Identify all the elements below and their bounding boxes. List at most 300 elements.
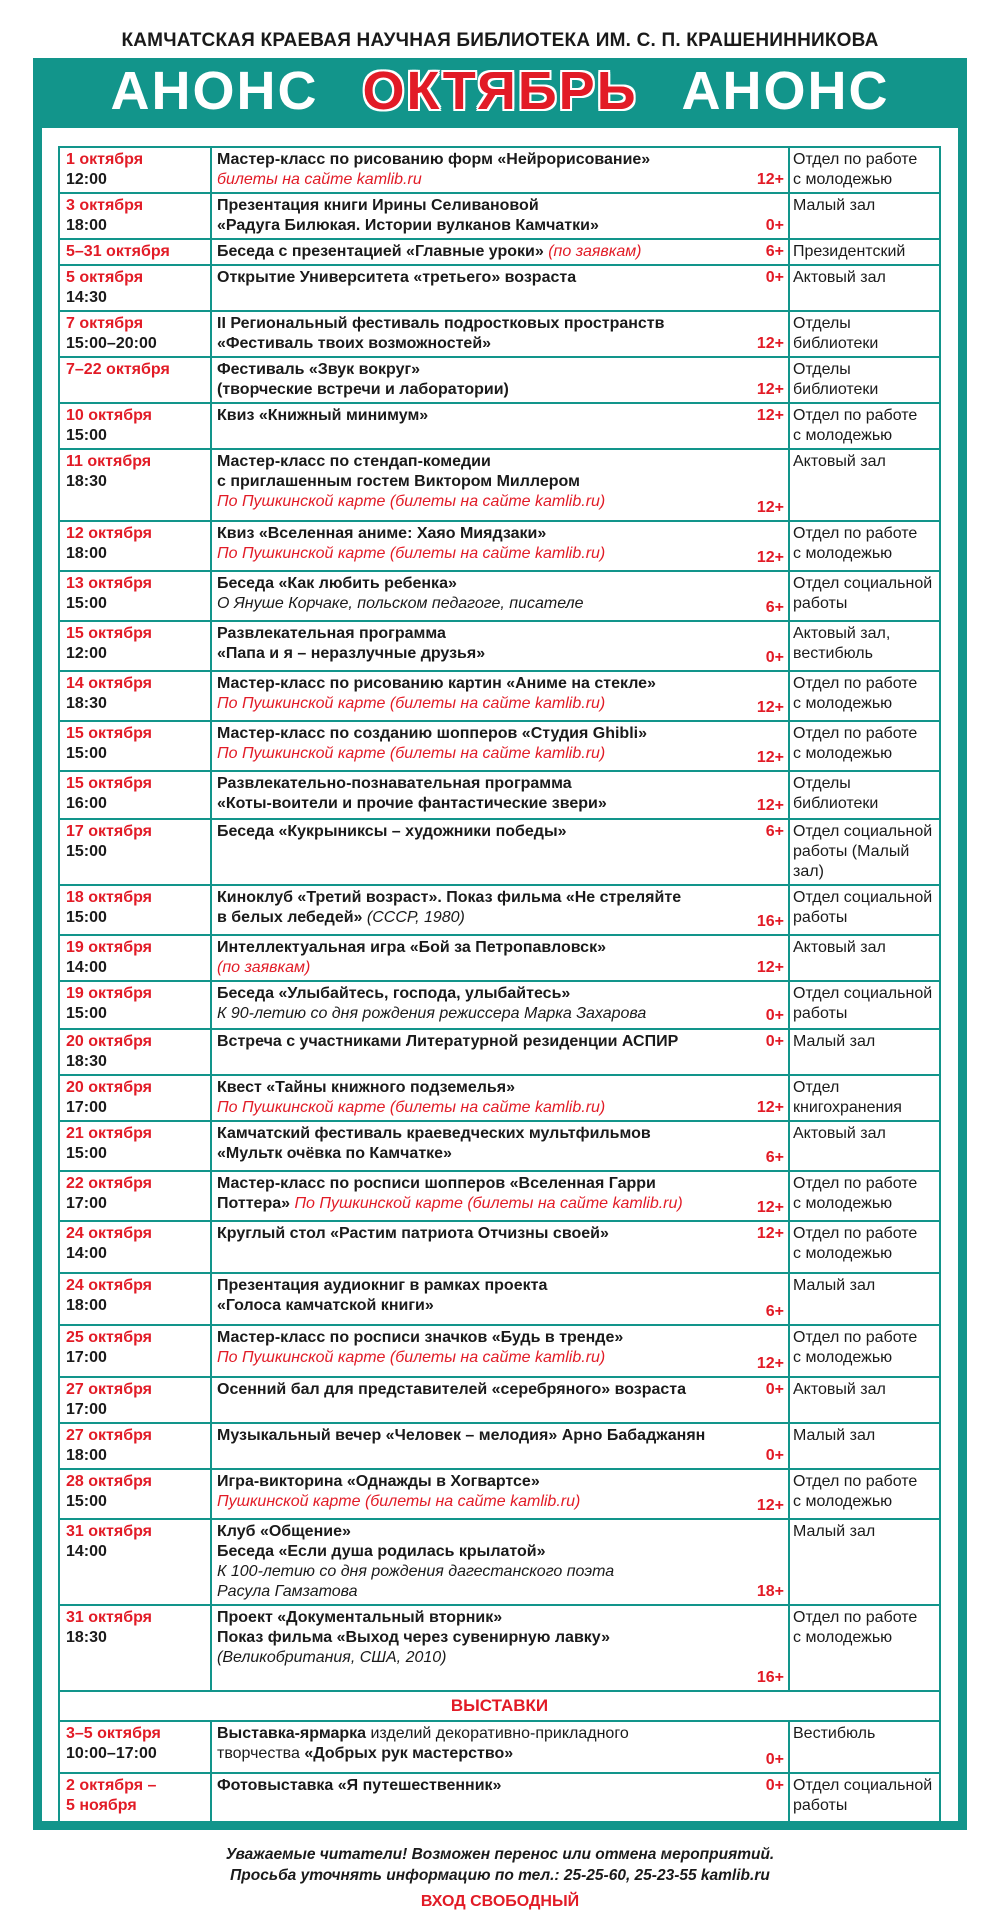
- event-title-line: [217, 1004, 783, 1024]
- event-date-cell: [59, 1121, 211, 1171]
- event-title-line: [217, 1224, 783, 1244]
- event-date-cell: [59, 265, 211, 311]
- event-location-cell: [789, 1773, 940, 1823]
- event-date: 14 октября: [66, 675, 152, 692]
- event-title-text: (творческие встречи и лаборатории): [217, 381, 509, 398]
- event-location: Отделы библиотеки: [793, 775, 879, 812]
- table-row: [59, 1121, 940, 1171]
- event-title-text: Фестиваль «Звук вокруг»: [217, 361, 421, 378]
- event-date-end: 5 ноября: [66, 1797, 137, 1814]
- age-rating-badge: 12+: [756, 499, 784, 516]
- event-date-cell: [59, 721, 211, 771]
- event-location-cell: [789, 449, 940, 521]
- event-time: 15:00–20:00: [66, 335, 157, 352]
- event-date-cell: [59, 1273, 211, 1325]
- event-time: 14:00: [66, 959, 107, 976]
- event-title-cell: [211, 1519, 789, 1605]
- event-title-text: Клуб «Общение»: [217, 1523, 351, 1540]
- event-time: 18:00: [66, 1297, 107, 1314]
- event-title-cell: [211, 311, 789, 357]
- event-time: 14:30: [66, 289, 107, 306]
- event-title-line: [217, 1380, 783, 1400]
- event-title-line: [217, 574, 783, 594]
- event-location: Малый зал: [793, 1523, 876, 1540]
- event-title-text: Осенний бал для представителей «серебряного» возраста: [217, 1381, 687, 1398]
- event-location: Отдел по работе: [793, 525, 918, 542]
- age-rating-badge: 12+: [756, 1099, 784, 1116]
- event-title-text: творчества: [217, 1745, 305, 1762]
- event-title-cell: [211, 1029, 789, 1075]
- event-date: 20 октября: [66, 1079, 152, 1096]
- event-title-line: [217, 1648, 783, 1668]
- event-location-cell: [789, 885, 940, 935]
- event-date-cell: [59, 1075, 211, 1121]
- event-date: 31 октября: [66, 1523, 152, 1540]
- event-title-cell: [211, 1273, 789, 1325]
- event-title-text: Игра-викторина «Однажды в Хогвартсе»: [217, 1473, 540, 1490]
- event-location: с молодежью: [793, 1349, 893, 1366]
- age-rating-badge: 12+: [756, 749, 784, 766]
- event-title-line: [217, 724, 783, 744]
- table-row: [59, 449, 940, 521]
- event-title-line: [217, 170, 783, 190]
- event-location: с молодежью: [793, 427, 893, 444]
- event-time: 16:00: [66, 795, 107, 812]
- event-note: (СССР, 1980): [362, 909, 465, 926]
- event-title-line: [217, 644, 783, 664]
- event-time: 17:00: [66, 1349, 107, 1366]
- event-title-cell: [211, 193, 789, 239]
- table-row: [59, 1605, 940, 1691]
- event-date: 19 октября: [66, 939, 152, 956]
- event-location: Малый зал: [793, 1277, 876, 1294]
- event-location: Актовый зал,: [793, 625, 891, 642]
- age-rating-badge: 12+: [756, 1225, 784, 1242]
- event-location: Отдел по работе: [793, 1329, 918, 1346]
- event-date: 13 октября: [66, 575, 152, 592]
- event-title-text: По Пушкинской карте (билеты на сайте kamlib.ru): [217, 695, 606, 712]
- event-title-cell: [211, 265, 789, 311]
- event-title-text: Презентация аудиокниг в рамках проекта: [217, 1277, 548, 1294]
- event-location: Малый зал: [793, 1427, 876, 1444]
- event-location: Отдел по работе: [793, 1473, 918, 1490]
- event-date: 17 октября: [66, 823, 152, 840]
- event-location: Актовый зал: [793, 453, 886, 470]
- library-title: КАМЧАТСКАЯ КРАЕВАЯ НАУЧНАЯ БИБЛИОТЕКА ИМ. С. П. КРАШЕНИННИКОВА: [121, 30, 879, 51]
- event-location: Малый зал: [793, 1033, 876, 1050]
- event-title-text: «Радуга Билюкая. Истории вулканов Камчатки»: [217, 217, 599, 234]
- event-location-cell: [789, 819, 940, 885]
- event-title-line: [217, 360, 783, 380]
- exhibitions-title: ВЫСТАВКИ: [59, 1691, 940, 1721]
- table-row: [59, 1377, 940, 1423]
- event-title-text: Показ фильма «Выход через сувенирную лавку»: [217, 1629, 610, 1646]
- table-row: [59, 265, 940, 311]
- age-rating-badge: 16+: [756, 913, 784, 930]
- age-rating-badge: 12+: [756, 1199, 784, 1216]
- event-location: работы: [793, 1005, 848, 1022]
- age-rating-badge: 12+: [756, 797, 784, 814]
- event-location-cell: [789, 521, 940, 571]
- table-row: [59, 403, 940, 449]
- event-location-cell: [789, 1029, 940, 1075]
- age-rating-badge: 12+: [756, 335, 784, 352]
- table-row: [59, 1029, 940, 1075]
- event-title-text: По Пушкинской карте (билеты на сайте kamlib.ru): [217, 745, 606, 762]
- event-title-line: [217, 1174, 783, 1194]
- event-location-cell: [789, 1221, 940, 1273]
- event-location-cell: [789, 1325, 940, 1377]
- event-title-line: [217, 216, 783, 236]
- event-title-line: [217, 1276, 783, 1296]
- event-date: 18 октября: [66, 889, 152, 906]
- event-time: 15:00: [66, 909, 107, 926]
- event-title-cell: [211, 1221, 789, 1273]
- event-date: 22 октября: [66, 1175, 152, 1192]
- event-title-text: Мастер-класс по рисованию картин «Аниме на стекле»: [217, 675, 656, 692]
- age-rating-badge: 0+: [765, 1751, 784, 1768]
- event-location: с молодежью: [793, 1493, 893, 1510]
- event-title-text: Встреча с участниками Литературной резиденции АСПИР: [217, 1033, 679, 1050]
- exhibitions-section-header: [59, 1691, 940, 1721]
- event-location: с молодежью: [793, 545, 893, 562]
- event-location-cell: [789, 1519, 940, 1605]
- event-location-cell: [789, 193, 940, 239]
- event-date-cell: [59, 1221, 211, 1273]
- event-title-line: [217, 1776, 783, 1796]
- table-row: [59, 311, 940, 357]
- event-title-cell: [211, 721, 789, 771]
- event-time: 18:00: [66, 217, 107, 234]
- age-rating-badge: 0+: [765, 269, 784, 286]
- event-title-line: [217, 1608, 783, 1628]
- age-rating-badge: 12+: [756, 959, 784, 976]
- event-location-cell: [789, 147, 940, 193]
- event-title-line: [217, 1144, 783, 1164]
- event-title-text: с приглашенным гостем Виктором Миллером: [217, 473, 580, 490]
- event-location-cell: [789, 721, 940, 771]
- event-title-line: [217, 268, 783, 288]
- event-title-text: Беседа «Если душа родилась крылатой»: [217, 1543, 546, 1560]
- event-title-cell: [211, 935, 789, 981]
- table-row: [59, 935, 940, 981]
- event-title-cell: [211, 403, 789, 449]
- event-title-line: [217, 822, 783, 842]
- event-title-text: «Голоса камчатской книги»: [217, 1297, 434, 1314]
- event-title-cell: [211, 1325, 789, 1377]
- age-rating-badge: 6+: [765, 243, 784, 260]
- event-title-text: К 100-летию со дня рождения дагестанского поэта: [217, 1563, 615, 1580]
- event-location-cell: [789, 1075, 940, 1121]
- event-title-text: Мастер-класс по росписи значков «Будь в тренде»: [217, 1329, 624, 1346]
- event-title-line: [217, 242, 783, 262]
- event-title-text: О Януше Корчаке, польском педагоге, писателе: [217, 595, 584, 612]
- event-title-text: Мастер-класс по стендап-комедии: [217, 453, 491, 470]
- event-location: Отдел социальной: [793, 985, 933, 1002]
- table-row: [59, 1171, 940, 1221]
- event-title-line: [217, 1328, 783, 1348]
- event-location: Отдел по работе: [793, 1225, 918, 1242]
- table-row: [59, 621, 940, 671]
- event-date: 19 октября: [66, 985, 152, 1002]
- event-title-text: Беседа «Как любить ребенка»: [217, 575, 457, 592]
- event-location-cell: [789, 357, 940, 403]
- age-rating-badge: 6+: [765, 1149, 784, 1166]
- event-time: 17:00: [66, 1099, 107, 1116]
- event-date-cell: [59, 1377, 211, 1423]
- table-row: [59, 819, 940, 885]
- event-time: 18:30: [66, 695, 107, 712]
- table-row: [59, 521, 940, 571]
- event-date-cell: [59, 1721, 211, 1773]
- event-title-line: [217, 1628, 783, 1648]
- event-location: работы: [793, 1797, 848, 1814]
- event-title-text: К 90-летию со дня рождения режиссера Марка Захарова: [217, 1005, 647, 1022]
- event-title-text: По Пушкинской карте (билеты на сайте kamlib.ru): [217, 1099, 606, 1116]
- event-title-line: [217, 1472, 783, 1492]
- event-date: 31 октября: [66, 1609, 152, 1626]
- event-title-cell: [211, 1171, 789, 1221]
- event-date: 7–22 октября: [66, 361, 170, 378]
- event-title-line: [217, 1744, 783, 1764]
- event-title-cell: [211, 1605, 789, 1691]
- event-title-text: Беседа «Кукрыниксы – художники победы»: [217, 823, 567, 840]
- event-location-cell: [789, 1273, 940, 1325]
- event-location-cell: [789, 1423, 940, 1469]
- table-row: [59, 193, 940, 239]
- event-title-cell: [211, 671, 789, 721]
- event-date-cell: [59, 449, 211, 521]
- event-location: работы: [793, 909, 848, 926]
- table-row: [59, 1273, 940, 1325]
- event-date-cell: [59, 885, 211, 935]
- event-location: с молодежью: [793, 1245, 893, 1262]
- event-date-cell: [59, 311, 211, 357]
- event-title-text: (по заявкам): [217, 959, 311, 976]
- age-rating-badge: 0+: [765, 1777, 784, 1794]
- event-date: 24 октября: [66, 1277, 152, 1294]
- event-location: Отдел социальной: [793, 1777, 933, 1794]
- event-time: 15:00: [66, 427, 107, 444]
- event-date-cell: [59, 771, 211, 819]
- event-location-cell: [789, 571, 940, 621]
- event-date: 7 октября: [66, 315, 144, 332]
- event-title-line: [217, 314, 783, 334]
- event-title-line: [217, 380, 783, 400]
- event-title-cell: [211, 981, 789, 1029]
- age-rating-badge: 0+: [765, 1007, 784, 1024]
- age-rating-badge: 12+: [756, 549, 784, 566]
- event-time: 15:00: [66, 1005, 107, 1022]
- event-date: 12 октября: [66, 525, 152, 542]
- event-title-text: (Великобритания, США, 2010): [217, 1649, 447, 1666]
- event-title-line: [217, 1124, 783, 1144]
- event-title-line: [217, 624, 783, 644]
- event-location: с молодежью: [793, 171, 893, 188]
- event-title-text: Мастер-класс по рисованию форм «Нейрорисование»: [217, 151, 651, 168]
- event-date-cell: [59, 1325, 211, 1377]
- event-time: 18:30: [66, 473, 107, 490]
- event-title-text: Киноклуб «Третий возраст». Показ фильма «Не стреляйте: [217, 889, 682, 906]
- event-title-text: По Пушкинской карте (билеты на сайте kamlib.ru): [217, 1349, 606, 1366]
- event-date-cell: [59, 571, 211, 621]
- event-time: 15:00: [66, 843, 107, 860]
- poster-frame: [33, 58, 967, 1830]
- age-rating-badge: 12+: [756, 381, 784, 398]
- event-title-text: Проект «Документальный вторник»: [217, 1609, 503, 1626]
- event-date: 5–31 октября: [66, 243, 170, 260]
- table-row: [59, 147, 940, 193]
- event-location-cell: [789, 771, 940, 819]
- table-row: [59, 1325, 940, 1377]
- event-title-cell: [211, 239, 789, 265]
- event-title-text: Квиз «Книжный минимум»: [217, 407, 429, 424]
- table-row: [59, 981, 940, 1029]
- event-title-cell: [211, 1773, 789, 1823]
- event-title-cell: [211, 357, 789, 403]
- event-title-line: [217, 694, 783, 714]
- free-entry-label: ВХОД СВОБОДНЫЙ: [420, 1893, 580, 1910]
- event-location: Отдел социальной: [793, 823, 933, 840]
- event-title-cell: [211, 449, 789, 521]
- event-title-line: [217, 1522, 783, 1542]
- event-title-text: Музыкальный вечер «Человек – мелодия» Арно Бабаджанян: [217, 1427, 706, 1444]
- event-title-text: По Пушкинской карте (билеты на сайте kamlib.ru): [217, 545, 606, 562]
- event-title-line: [217, 406, 783, 426]
- event-date-cell: [59, 1519, 211, 1605]
- events-table: [58, 146, 941, 1824]
- event-title-line: [217, 1724, 783, 1744]
- event-title-line: [217, 794, 783, 814]
- footer-notice: Уважаемые читатели! Возможен перенос или отмена мероприятий.: [225, 1846, 775, 1863]
- event-date: 5 октября: [66, 269, 144, 286]
- event-location: Актовый зал: [793, 1125, 886, 1142]
- event-title-line: [217, 492, 783, 512]
- table-row: [59, 1469, 940, 1519]
- table-row: [59, 1423, 940, 1469]
- event-location-cell: [789, 1721, 940, 1773]
- event-location: Отдел социальной: [793, 575, 933, 592]
- age-rating-badge: 0+: [765, 1381, 784, 1398]
- event-title-text: «Фестиваль твоих возможностей»: [217, 335, 492, 352]
- event-title-cell: [211, 571, 789, 621]
- age-rating-badge: 12+: [756, 699, 784, 716]
- event-note: «Добрых рук мастерство»: [304, 1745, 514, 1762]
- event-time: 17:00: [66, 1401, 107, 1418]
- age-rating-badge: 12+: [756, 171, 784, 188]
- event-date-cell: [59, 671, 211, 721]
- event-location: Отдел по работе: [793, 1175, 918, 1192]
- event-time: 18:30: [66, 1629, 107, 1646]
- event-title-text: Мастер-класс по росписи шопперов «Вселенная Гарри: [217, 1175, 656, 1192]
- event-date-cell: [59, 521, 211, 571]
- event-time: 12:00: [66, 645, 107, 662]
- event-title-text: Беседа «Улыбайтесь, господа, улыбайтесь»: [217, 985, 571, 1002]
- event-title-cell: [211, 521, 789, 571]
- event-title-text: Пушкинской карте (билеты на сайте kamlib.ru): [217, 1493, 581, 1510]
- event-title-text: в белых лебедей»: [217, 909, 363, 926]
- event-location: работы: [793, 595, 848, 612]
- event-date: 10 октября: [66, 407, 152, 424]
- event-date: 28 октября: [66, 1473, 152, 1490]
- event-location: Отдел по работе: [793, 725, 918, 742]
- event-location-cell: [789, 311, 940, 357]
- event-title-text: билеты на сайте kamlib.ru: [217, 171, 422, 188]
- event-time: 14:00: [66, 1245, 107, 1262]
- event-location-cell: [789, 403, 940, 449]
- event-location-cell: [789, 1171, 940, 1221]
- age-rating-badge: 6+: [765, 823, 784, 840]
- event-location: Отдел по работе: [793, 407, 918, 424]
- event-title-text: Выставка-ярмарка: [217, 1725, 367, 1742]
- event-location-cell: [789, 1469, 940, 1519]
- event-date-cell: [59, 403, 211, 449]
- event-time: 12:00: [66, 171, 107, 188]
- event-date: 3 октября: [66, 197, 144, 214]
- age-rating-badge: 16+: [756, 1669, 784, 1686]
- event-date: 15 октября: [66, 725, 152, 742]
- age-rating-badge: 6+: [765, 599, 784, 616]
- event-date: 11 октября: [66, 453, 152, 470]
- age-rating-badge: 12+: [756, 407, 784, 424]
- event-location: с молодежью: [793, 1629, 893, 1646]
- event-title-cell: [211, 1469, 789, 1519]
- event-title-text: Презентация книги Ирины Селивановой: [217, 197, 539, 214]
- event-date-cell: [59, 193, 211, 239]
- table-row: [59, 1221, 940, 1273]
- table-row: [59, 1519, 940, 1605]
- event-title-cell: [211, 1377, 789, 1423]
- event-title-cell: [211, 771, 789, 819]
- event-title-line: [217, 1492, 783, 1512]
- table-row: [59, 671, 940, 721]
- event-location: с молодежью: [793, 695, 893, 712]
- footer-contacts: Просьба уточнять информацию по тел.: 25-25-60, 25-23-55 kamlib.ru: [230, 1867, 770, 1884]
- event-title-line: [217, 908, 783, 928]
- event-location: Отделы библиотеки: [793, 361, 879, 398]
- event-title-line: [217, 1542, 783, 1562]
- event-location-cell: [789, 671, 940, 721]
- event-title-text: Поттера»: [217, 1195, 291, 1212]
- event-title-text: «Мультк очёвка по Камчатке»: [217, 1145, 452, 1162]
- event-title-cell: [211, 885, 789, 935]
- event-title-line: [217, 1296, 783, 1316]
- event-title-line: [217, 1426, 783, 1446]
- event-time: 15:00: [66, 1493, 107, 1510]
- event-title-line: [217, 1582, 783, 1602]
- event-date: 20 октября: [66, 1033, 152, 1050]
- event-time: 15:00: [66, 745, 107, 762]
- event-location-cell: [789, 1377, 940, 1423]
- table-row: [59, 1075, 940, 1121]
- event-title-cell: [211, 1423, 789, 1469]
- event-title-text: II Региональный фестиваль подростковых пространств: [217, 315, 665, 332]
- event-date-cell: [59, 1029, 211, 1075]
- event-location: Вестибюль: [793, 1725, 876, 1742]
- table-row: [59, 357, 940, 403]
- event-location: книгохранения: [793, 1099, 902, 1116]
- event-date-cell: [59, 357, 211, 403]
- event-location: вестибюль: [793, 645, 873, 662]
- event-location-cell: [789, 1121, 940, 1171]
- event-time: 14:00: [66, 1543, 107, 1560]
- event-location: с молодежью: [793, 745, 893, 762]
- banner-right-word: АНОНС: [681, 61, 890, 121]
- event-title-cell: [211, 621, 789, 671]
- event-title-text: Развлекательная программа: [217, 625, 446, 642]
- event-location: Актовый зал: [793, 939, 886, 956]
- event-title-line: [217, 1562, 783, 1582]
